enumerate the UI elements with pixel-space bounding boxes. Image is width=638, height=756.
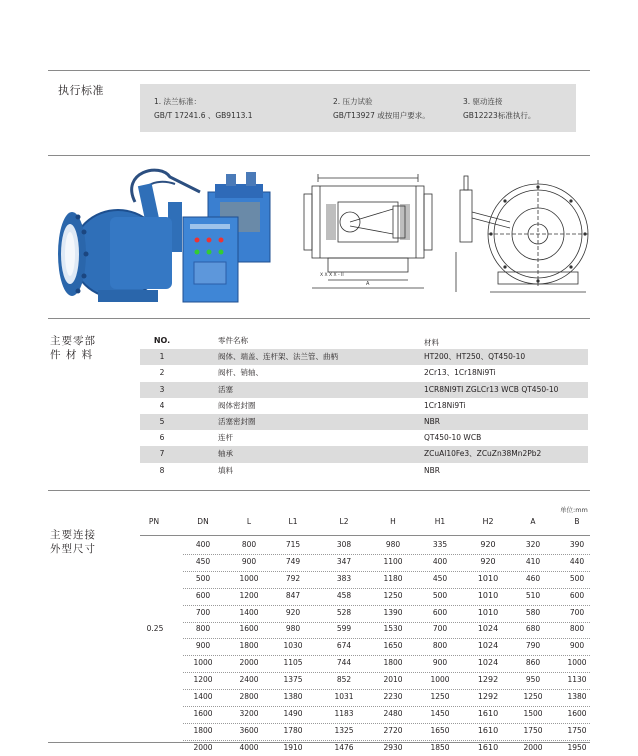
dim-cell: 980 [285, 624, 301, 634]
row-dotted-line [183, 554, 590, 555]
dim-cell: 1325 [334, 725, 354, 735]
dim-cell: 335 [432, 540, 448, 549]
parts-table [140, 333, 588, 479]
dim-cell: 1250 [523, 692, 543, 702]
dim-cell: 1183 [334, 708, 354, 718]
dim-header-cell: L2 [339, 517, 349, 526]
dim-cell: 900 [569, 641, 585, 651]
dim-cell: 600 [569, 590, 585, 600]
dimensions-row [140, 655, 590, 672]
dim-cell: 900 [241, 556, 257, 566]
dim-cell: 500 [569, 573, 585, 583]
dim-cell: 390 [569, 540, 585, 549]
part-no: 1 [159, 352, 165, 362]
dim-cell: 400 [195, 540, 211, 549]
dim-cell: 860 [525, 658, 541, 668]
dim-cell: 580 [525, 607, 541, 617]
part-name: 阀体密封圈 [218, 400, 256, 410]
dim-cell: 792 [285, 573, 301, 583]
dim-header-cell: DN [197, 517, 209, 526]
standards-box [140, 84, 576, 132]
dim-cell: 674 [336, 641, 352, 651]
dim-cell: 2230 [383, 692, 403, 702]
part-material: QT450-10 WCB [424, 433, 482, 443]
dim-cell: 1530 [383, 624, 403, 634]
dim-cell: 852 [336, 675, 352, 685]
dim-cell: 1000 [239, 573, 259, 583]
part-name: 活塞 [218, 384, 233, 394]
standard-item-3: 3. 驱动连接 GB12223标准执行。 [463, 97, 536, 120]
dim-cell: 920 [480, 556, 496, 566]
row-dotted-line [183, 638, 590, 639]
dim-cell: 744 [336, 658, 352, 668]
dim-header-cell: A [530, 517, 536, 526]
dimensions-table [140, 517, 590, 756]
dim-cell: 1850 [430, 742, 450, 752]
part-material: 1CR8NI9TI ZGLCr13 WCB QT450-10 [424, 384, 559, 394]
parts-row [140, 382, 588, 398]
dim-cell: 3600 [239, 725, 259, 735]
row-dotted-line [183, 740, 590, 741]
dim-cell: 1031 [334, 692, 354, 702]
dim-header-cell: L1 [288, 517, 298, 526]
dim-cell: 800 [241, 540, 257, 549]
pn-value: 0.25 [146, 624, 164, 633]
dim-cell: 980 [385, 540, 401, 549]
unit-label: 单位:mm [560, 506, 588, 514]
dim-cell: 1950 [567, 742, 587, 752]
dim-cell: 680 [525, 624, 541, 634]
dim-header-cell: B [574, 517, 580, 526]
row-dotted-line [183, 605, 590, 606]
dim-cell: 2010 [383, 675, 403, 685]
dim-cell: 410 [525, 556, 541, 566]
dim-cell: 1000 [567, 658, 587, 668]
dim-cell: 1600 [239, 624, 259, 634]
dim-cell: 1292 [477, 675, 499, 685]
dim-cell: 1476 [334, 742, 354, 752]
dim-cell: 2000 [193, 742, 213, 752]
dim-cell: 950 [525, 675, 541, 685]
part-no: 5 [159, 416, 165, 426]
dim-cell: 1024 [477, 641, 499, 651]
dim-cell: 1780 [283, 725, 303, 735]
dim-cell: 1010 [477, 573, 499, 583]
dim-cell: 1750 [567, 725, 587, 735]
part-name: 填料 [218, 465, 233, 475]
dim-cell: 3200 [239, 708, 259, 718]
dim-cell: 800 [195, 624, 211, 634]
side-view-drawing [450, 162, 590, 306]
dim-cell: 847 [285, 590, 301, 600]
dim-cell: 1200 [239, 590, 259, 600]
dim-cell: 715 [285, 540, 301, 549]
row-dotted-line [183, 689, 590, 690]
dim-cell: 1024 [477, 624, 499, 634]
dim-cell: 2480 [383, 708, 403, 718]
dim-cell: 749 [285, 556, 301, 566]
dim-label-a: A [366, 281, 370, 287]
dim-cell: 1000 [193, 658, 213, 668]
dim-cell: 900 [195, 641, 211, 651]
dimensions-row [140, 621, 590, 638]
row-dotted-line [183, 672, 590, 673]
dim-cell: 1400 [193, 692, 213, 702]
dim-cell: 1130 [567, 675, 587, 685]
dim-cell: 308 [336, 540, 352, 549]
standards-title: 执行标准 [58, 84, 104, 97]
part-material: 2Cr13、1Cr18Ni9Ti [424, 368, 496, 378]
standard-item-2: 2. 压力试验 GB/T13927 或按用户要求。 [333, 97, 430, 120]
dim-cell: 2000 [239, 658, 259, 668]
dim-cell: 458 [336, 590, 352, 600]
dim-cell: 1610 [477, 742, 499, 752]
dim-cell: 347 [336, 556, 352, 566]
part-material: 1Cr18Ni9Ti [424, 400, 466, 410]
valve-photo [50, 162, 282, 312]
part-no: 8 [159, 465, 165, 475]
dim-cell: 1380 [283, 692, 303, 702]
dim-cell: 1610 [477, 725, 499, 735]
dim-cell: 800 [569, 624, 585, 634]
dim-cell: 1610 [477, 708, 499, 718]
part-name: 轴承 [218, 449, 233, 459]
row-dotted-line [183, 588, 590, 589]
part-material: NBR [424, 465, 440, 475]
parts-row [140, 463, 588, 479]
parts-row [140, 430, 588, 446]
dim-cell: 1400 [239, 607, 259, 617]
dim-cell: 2000 [523, 742, 543, 752]
dim-cell: 450 [432, 573, 448, 583]
parts-row [140, 446, 588, 462]
dim-cell: 1250 [430, 692, 450, 702]
part-material: ZCuAl10Fe3、ZCuZn38Mn2Pb2 [424, 449, 542, 459]
dim-cell: 2720 [383, 725, 403, 735]
dimensions-row [140, 723, 590, 740]
dim-header-cell: H2 [482, 517, 494, 526]
row-dotted-line [183, 706, 590, 707]
parts-section-title: 主要零部 件 材 料 [50, 335, 96, 361]
part-no: 2 [159, 368, 165, 378]
dim-cell: 1650 [430, 725, 450, 735]
dim-cell: 320 [525, 540, 541, 549]
dim-header-cell: L [246, 517, 252, 526]
dimensions-row [140, 672, 590, 689]
dimensions-row [140, 706, 590, 723]
dim-cell: 460 [525, 573, 541, 583]
dim-cell: 383 [336, 573, 352, 583]
dim-cell: 1200 [193, 675, 213, 685]
dim-cell: 1000 [430, 675, 450, 685]
dim-cell: 450 [195, 556, 211, 566]
dim-cell: 790 [525, 641, 541, 651]
dimensions-row [140, 537, 590, 554]
dim-cell: 440 [569, 556, 585, 566]
dim-header-cell: H [390, 517, 396, 526]
row-dotted-line [183, 571, 590, 572]
dim-cell: 920 [480, 540, 496, 549]
dim-cell: 1500 [523, 708, 543, 718]
part-name: 连杆 [218, 433, 233, 443]
dim-cell: 1100 [383, 556, 403, 566]
dimensions-row [140, 571, 590, 588]
dim-cell: 1010 [477, 590, 499, 600]
dim-cell: 510 [525, 590, 541, 600]
parts-row [140, 349, 588, 365]
dim-cell: 500 [432, 590, 448, 600]
dim-cell: 1375 [283, 675, 303, 685]
dim-cell: 1250 [383, 590, 403, 600]
parts-header-row [140, 333, 588, 349]
standards-divider [48, 155, 590, 156]
dim-cell: 1800 [239, 641, 259, 651]
header-no: NO. [153, 336, 171, 345]
dim-cell: 1490 [283, 708, 303, 718]
row-dotted-line [183, 723, 590, 724]
dim-header-cell: H1 [434, 517, 446, 526]
dim-cell: 600 [432, 607, 448, 617]
dim-cell: 1800 [383, 658, 403, 668]
dimensions-header-row [140, 517, 590, 527]
part-material: HT200、HT250、QT450-10 [424, 352, 526, 362]
part-name: 阀杆、销轴、 [218, 368, 263, 378]
dim-cell: 2800 [239, 692, 259, 702]
dim-cell: 2930 [383, 742, 403, 752]
dim-cell: 800 [432, 641, 448, 651]
dimensions-row [140, 588, 590, 605]
dim-cell: 500 [195, 573, 211, 583]
dimensions-header-line [140, 535, 590, 536]
dimensions-row [140, 638, 590, 655]
dim-cell: 1910 [283, 742, 303, 752]
header-part-name: 零件名称 [218, 336, 248, 345]
dim-cell: 1450 [430, 708, 450, 718]
dim-cell: 599 [336, 624, 352, 634]
dim-cell: 700 [432, 624, 448, 634]
figures-divider [48, 318, 590, 319]
part-name: 阀体、端盖、连杆架、法兰管、曲柄 [218, 352, 338, 362]
dim-cell: 400 [432, 556, 448, 566]
top-divider [48, 70, 590, 71]
dim-cell: 1750 [523, 725, 543, 735]
part-name: 活塞密封圈 [218, 416, 256, 426]
dimensions-section-title: 主要连接 外型尺寸 [50, 529, 96, 555]
dim-cell: 700 [195, 607, 211, 617]
row-dotted-line [183, 655, 590, 656]
part-no: 7 [159, 449, 165, 459]
dim-cell: 1024 [477, 658, 499, 668]
dim-cell: 1030 [283, 641, 303, 651]
parts-row [140, 414, 588, 430]
parts-row [140, 398, 588, 414]
dim-cell: 1180 [383, 573, 403, 583]
dim-cell: 700 [569, 607, 585, 617]
dim-cell: 2400 [239, 675, 259, 685]
dim-cell: 900 [432, 658, 448, 668]
dim-cell: 528 [336, 607, 352, 617]
row-dotted-line [183, 622, 590, 623]
drawing-label: X X X X - II [320, 273, 344, 278]
dim-cell: 4000 [239, 742, 259, 752]
part-no: 4 [159, 400, 165, 410]
dim-cell: 1380 [567, 692, 587, 702]
dimensions-row [140, 605, 590, 622]
dim-cell: 1010 [477, 607, 499, 617]
dim-cell: 1650 [383, 641, 403, 651]
dim-cell: 920 [285, 607, 301, 617]
dimensions-row [140, 689, 590, 706]
standard-item-1: 1. 法兰标准： GB/T 17241.6 、GB9113.1 [154, 97, 253, 120]
part-no: 6 [159, 433, 165, 443]
part-no: 3 [159, 384, 165, 394]
dim-cell: 1600 [193, 708, 213, 718]
part-material: NBR [424, 416, 440, 426]
header-material: 材料 [424, 338, 439, 347]
dim-cell: 1105 [283, 658, 303, 668]
bottom-divider [48, 742, 590, 743]
dim-cell: 1800 [193, 725, 213, 735]
parts-divider [48, 490, 590, 491]
parts-row [140, 365, 588, 381]
dim-cell: 1600 [567, 708, 587, 718]
dim-cell: 1390 [383, 607, 403, 617]
dimensions-row [140, 554, 590, 571]
dim-cell: 600 [195, 590, 211, 600]
dim-header-cell: PN [148, 517, 160, 526]
front-section-drawing [298, 164, 438, 304]
dim-cell: 1292 [477, 692, 499, 702]
